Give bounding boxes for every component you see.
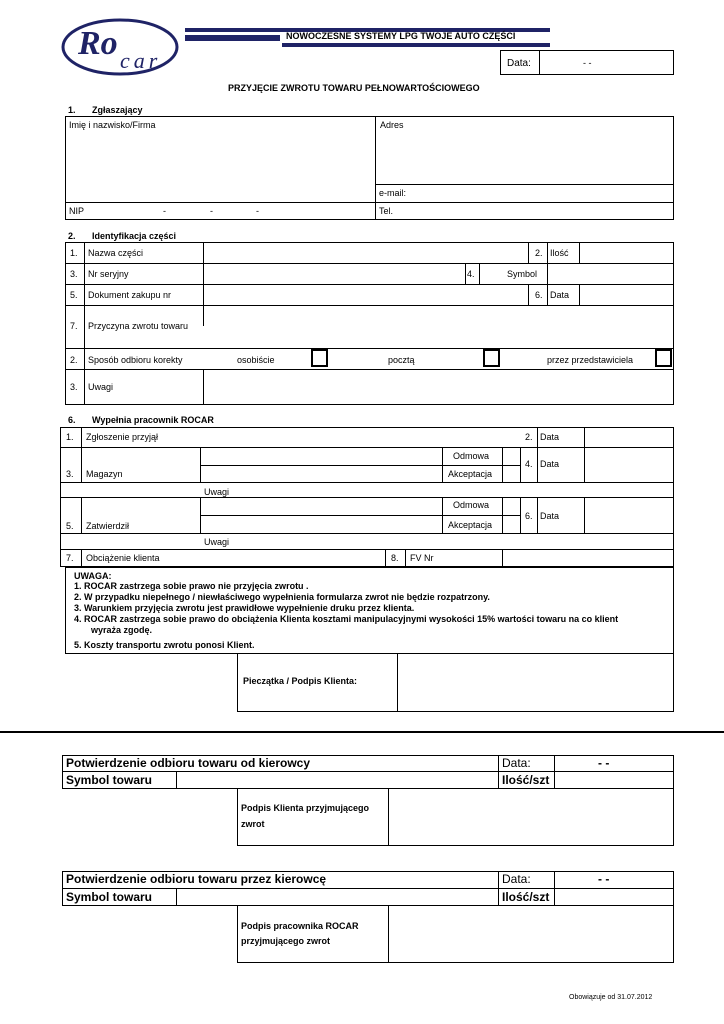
header-bar-bottom: [282, 43, 550, 47]
approve-accept-box[interactable]: [503, 516, 519, 532]
email-label: e-mail:: [379, 188, 407, 198]
confirm2-date-label: Data:: [502, 872, 531, 886]
section2-num: 2.: [68, 231, 76, 241]
confirm2-symbol-label: Symbol towaru: [66, 890, 153, 904]
received-by-field[interactable]: [82, 428, 536, 446]
notes-item: 3. Warunkiem przyjęcia zwrotu jest prawidłowe wypełnienie druku przez klienta.: [74, 603, 415, 613]
option-personal-checkbox[interactable]: [311, 349, 328, 367]
s2-row1-right-label: Ilość: [550, 248, 569, 258]
s2-row5-label: Sposób odbioru korekty: [88, 355, 183, 365]
confirm2-qty-label: Ilość/szt: [502, 890, 550, 904]
confirm2-title: Potwierdzenie odbioru towaru przez kierowcę: [66, 872, 327, 886]
confirm2-sign-line1: Podpis pracownika ROCAR: [241, 921, 359, 931]
option-mail-label: pocztą: [388, 355, 415, 365]
s2-row2-num: 3.: [70, 269, 78, 279]
notes-title: UWAGA:: [74, 571, 112, 581]
s6-r2-opt2: Akceptacja: [448, 469, 493, 479]
s6-r1-label: Zgłoszenie przyjął: [86, 432, 159, 442]
confirm1-date-value: - -: [598, 756, 610, 770]
header-date-label: Data:: [507, 58, 531, 69]
notes-item: 5. Koszty transportu zwrotu ponosi Klient.: [74, 640, 255, 650]
header-bar-left: [185, 35, 280, 41]
purchase-date-field[interactable]: [580, 285, 673, 304]
symbol-field[interactable]: [548, 264, 673, 283]
notes-field[interactable]: [204, 370, 673, 404]
section1-num: 1.: [68, 105, 76, 115]
notes-item: 2. W przypadku niepełnego / niewłaściwego wypełnienia formularza zwrot nie będzie rozpatrzony.: [74, 592, 490, 602]
warehouse-reject-box[interactable]: [503, 448, 519, 464]
s2-row3-right-label: Data: [550, 290, 570, 300]
serial-number-field[interactable]: [204, 264, 464, 283]
section1-heading: Zgłaszający: [92, 105, 143, 115]
s2-row4-num: 7.: [70, 321, 78, 331]
confirm1-qty-field[interactable]: [555, 772, 673, 788]
form-title: PRZYJĘCIE ZWROTU TOWARU PEŁNOWARTOŚCIOWEGO: [228, 83, 480, 93]
s6-r1-num: 1.: [66, 432, 74, 442]
section6-heading: Wypełnia pracownik ROCAR: [92, 415, 214, 425]
notes-item: wyraża zgodę.: [91, 625, 153, 635]
confirm1-sign-line2: zwrot: [241, 819, 265, 829]
s6-r1-right-num: 2.: [525, 432, 533, 442]
confirm1-signature-field[interactable]: [389, 790, 673, 845]
confirm1-date-label: Data:: [502, 756, 531, 770]
s2-row3-label: Dokument zakupu nr: [88, 290, 172, 300]
confirm2-symbol-field[interactable]: [177, 889, 497, 905]
s6-r2-right-num: 4.: [525, 459, 533, 469]
footer-validity: Obowiązuje od 31.07.2012: [569, 994, 653, 1001]
nip-dash: -: [210, 206, 213, 216]
s6-r3-right-label: Data: [540, 511, 560, 521]
s2-row2-label: Nr seryjny: [88, 269, 129, 279]
s2-row4-label: Przyczyna zwrotu towaru: [88, 321, 189, 331]
header-date-value: - -: [583, 58, 592, 68]
s2-row1-label: Nazwa części: [88, 248, 144, 258]
logo-text-main: Ro: [78, 25, 118, 62]
logo-text-sub: car: [120, 48, 162, 73]
s6-r3-opt2: Akceptacja: [448, 520, 493, 530]
nip-label: NIP: [69, 206, 85, 216]
option-mail-checkbox[interactable]: [483, 349, 500, 367]
s6-r2-num: 3.: [66, 469, 74, 479]
approve-reject-box[interactable]: [503, 498, 519, 514]
s2-row5-num: 2.: [70, 355, 78, 365]
s2-row3-num: 5.: [70, 290, 78, 300]
name-label: Imię i nazwisko/Firma: [69, 120, 156, 130]
confirm1-sign-line1: Podpis Klienta przyjmującego: [241, 803, 370, 813]
tel-label: Tel.: [379, 206, 394, 216]
stamp-signature-field[interactable]: [398, 655, 673, 711]
stamp-label: Pieczątka / Podpis Klienta:: [243, 676, 358, 686]
option-rep-label: przez przedstawiciela: [547, 355, 634, 365]
s6-r4-mid-label: FV Nr: [410, 553, 434, 563]
address-field[interactable]: [376, 132, 673, 183]
s6-r4-label: Obciążenie klienta: [86, 553, 160, 563]
confirm1-title: Potwierdzenie odbioru towaru od kierowcy: [66, 756, 311, 770]
quantity-field[interactable]: [580, 243, 673, 262]
option-personal-label: osobiście: [237, 355, 275, 365]
confirm2-signature-field[interactable]: [389, 907, 673, 962]
s6-r3-opt1: Odmowa: [453, 500, 490, 510]
confirm2-sign-line2: przyjmującego zwrot: [241, 936, 331, 946]
s6-r3-num: 5.: [66, 521, 74, 531]
s6-r4-mid-num: 8.: [391, 553, 399, 563]
s2-row1-right-num: 2.: [535, 248, 543, 258]
option-rep-checkbox[interactable]: [655, 349, 672, 367]
section6-num: 6.: [68, 415, 76, 425]
rocar-logo: [60, 16, 186, 78]
nip-dash: -: [163, 206, 166, 216]
confirm1-qty-label: Ilość/szt: [502, 773, 550, 787]
s6-r2-notes: Uwagi: [204, 487, 230, 497]
address-label: Adres: [380, 120, 404, 130]
tagline: NOWOCZESNE SYSTEMY LPG TWOJE AUTO CZĘŚCI: [286, 31, 516, 41]
confirm1-symbol-label: Symbol towaru: [66, 773, 153, 787]
received-date-field[interactable]: [585, 428, 673, 446]
s6-r2-right-label: Data: [540, 459, 560, 469]
notes-item: 1. ROCAR zastrzega sobie prawo nie przyjęcia zwrotu .: [74, 581, 309, 591]
s6-r3-label: Zatwierdził: [86, 521, 130, 531]
warehouse-accept-box[interactable]: [503, 466, 519, 481]
confirm2-qty-field[interactable]: [555, 889, 673, 905]
part-name-field[interactable]: [204, 243, 527, 262]
s6-r3-notes: Uwagi: [204, 537, 230, 547]
s6-r4-num: 7.: [66, 553, 74, 563]
invoice-number-field[interactable]: [406, 550, 501, 566]
s2-row6-num: 3.: [70, 382, 78, 392]
name-field[interactable]: [66, 132, 374, 201]
confirm2-date-value: - -: [598, 872, 610, 886]
purchase-doc-field[interactable]: [204, 285, 527, 304]
s2-row1-num: 1.: [70, 248, 78, 258]
section2-heading: Identyfikacja części: [92, 231, 177, 241]
notes-item: 4. ROCAR zastrzega sobie prawo do obciążenia Klienta kosztami manipulacyjnymi wysokości 15% wartości towaru na co klient: [74, 614, 619, 624]
s2-row2-right-label: Symbol: [507, 269, 538, 279]
return-reason-field[interactable]: [204, 306, 673, 347]
s2-row3-right-num: 6.: [535, 290, 543, 300]
s6-r3-right-num: 6.: [525, 511, 533, 521]
section-separator: [0, 731, 724, 733]
nip-dash: -: [256, 206, 259, 216]
s2-row2-right-num: 4.: [467, 269, 475, 279]
s6-r1-right-label: Data: [540, 432, 560, 442]
confirm1-symbol-field[interactable]: [177, 772, 497, 788]
s2-row6-label: Uwagi: [88, 382, 114, 392]
s6-r2-opt1: Odmowa: [453, 451, 490, 461]
s6-r2-label: Magazyn: [86, 469, 123, 479]
